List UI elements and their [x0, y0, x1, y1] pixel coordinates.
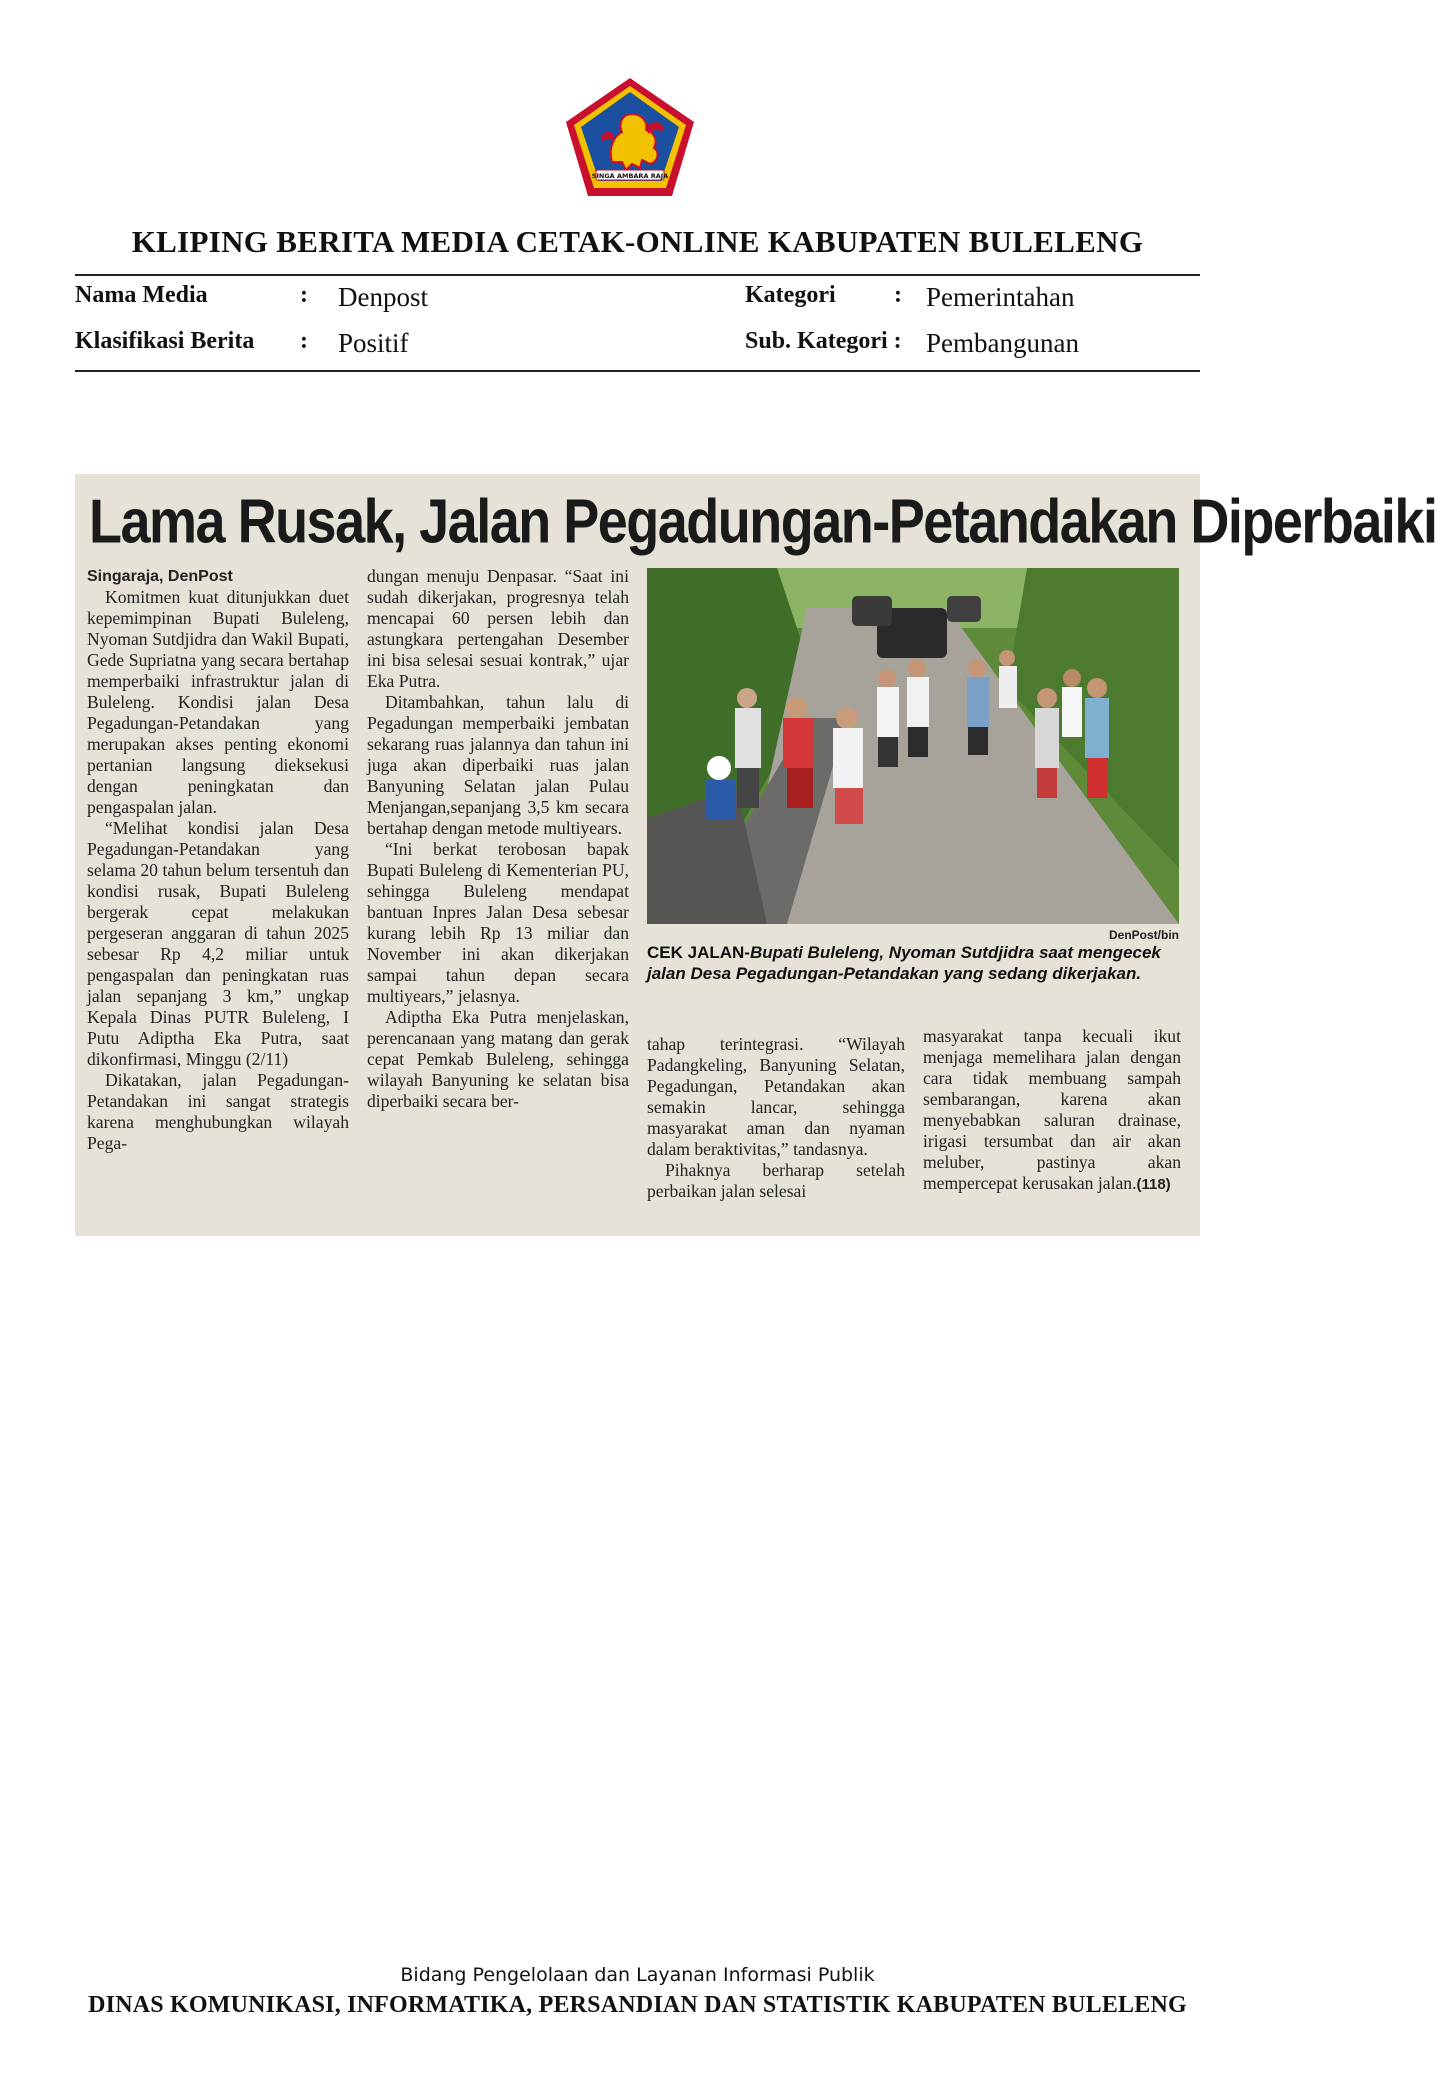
article-paragraph: tahap terintegrasi. “Wilayah Padangkeling, Banyuning Selatan, Pegadungan, Petandakan akan semakin lancar, sehingga masyarakat aman dan nyaman dalam beraktivitas,” tandasnya. [647, 1034, 905, 1159]
newspaper-clipping [75, 474, 1436, 1236]
article-column-1 [87, 566, 349, 1154]
article-photo [647, 568, 1179, 924]
nama-media-colon: : [300, 282, 308, 308]
subkategori-label: Sub. Kategori : [745, 328, 902, 354]
nama-media-value: Denpost [338, 282, 428, 312]
footer-division: Bidang Pengelolaan dan Layanan Informasi Publik [400, 1964, 875, 1986]
kategori-label: Kategori [745, 282, 836, 308]
article-headline: Lama Rusak, Jalan Pegadungan-Petandakan Diperbaiki [89, 487, 1436, 557]
footer-agency: DINAS KOMUNIKASI, INFORMATIKA, PERSANDIAN DAN STATISTIK KABUPATEN BULELENG [88, 1992, 1187, 2018]
caption-text: Bupati Buleleng, Nyoman Sutdjidra saat mengecek jalan Desa Pegadungan-Petandakan yang sedang dikerjakan. [647, 943, 1161, 983]
article-paragraph: Pihaknya berharap setelah perbaikan jalan selesai [647, 1160, 905, 1201]
reporter-tag: (118) [1136, 1176, 1171, 1193]
page-title: KLIPING BERITA MEDIA CETAK-ONLINE KABUPATEN BULELENG [131, 224, 1144, 259]
article-paragraph-text: masyarakat tanpa kecuali ikut menjaga memelihara jalan dengan cara tidak membuang sampah sembarangan, karena akan menyebabkan saluran drainase, irigasi tersumbat dan air akan meluber, pastinya akan mempercepat kerusakan jalan. [923, 1026, 1181, 1193]
nama-media-label: Nama Media [75, 282, 208, 308]
photo-caption [647, 942, 1181, 984]
header-bottom-divider [75, 370, 1200, 372]
klasifikasi-label: Klasifikasi Berita [75, 328, 255, 354]
article-paragraph: Komitmen kuat ditunjukkan duet kepemimpinan Bupati Buleleng, Nyoman Sutdjidra dan Wakil Bupati, Gede Supriatna yang secara bertahap memperbaiki infrastruktur jalan di Buleleng. Kondisi jalan Desa Pegadungan-Petandakan yang merupakan akses penting ekonomi pertanian langsung dieksekusi dengan peningkatan dan pengaspalan jalan. [87, 587, 349, 817]
klasifikasi-colon: : [300, 328, 308, 354]
article-paragraph: Adiptha Eka Putra menjelaskan, perencanaan yang matang dan gerak cepat Pemkab Buleleng, sehingga wilayah Banyuning ke selatan bisa diperbaiki secara ber- [367, 1007, 629, 1111]
article-column-4 [923, 1026, 1181, 1195]
article-paragraph: “Ini berkat terobosan bapak Bupati Buleleng di Kementerian PU, sehingga Buleleng mendapat bantuan Inpres Jalan Desa sebesar kurang lebih Rp 13 miliar dan November ini akan dikerjakan sampai tahun depan secara multiyears,” jelasnya. [367, 839, 629, 1006]
article-paragraph-final [923, 1026, 1181, 1195]
photo-credit: DenPost/bin [1108, 928, 1179, 942]
emblem-motto: SINGA AMBARA RAJA [591, 172, 669, 180]
kategori-value: Pemerintahan [926, 282, 1075, 312]
article-dateline: Singaraja, DenPost [87, 568, 233, 585]
header-top-divider [75, 274, 1200, 276]
kategori-colon: : [894, 282, 902, 308]
article-column-2 [367, 566, 629, 1112]
article-paragraph: dungan menuju Denpasar. “Saat ini sudah dikerjakan, progresnya telah mencapai 60 persen lebih dan astungkara pertengahan Desember ini bisa selesai sesuai kontrak,” ujar Eka Putra. [367, 566, 629, 691]
regency-emblem-logo [562, 74, 698, 200]
article-paragraph: “Melihat kondisi jalan Desa Pegadungan-Petandakan yang selama 20 tahun belum tersentuh dan kondisi rusak, Bupati Buleleng bergerak cepat melakukan pergeseran anggaran di tahun 2025 sebesar Rp 4,2 miliar untuk pengaspalan dan peningkatan ruas jalan sepanjang 3 km,” ungkap Kepala Dinas PUTR Buleleng, I Putu Adiptha Eka Putra, saat dikonfirmasi, Minggu (2/11) [87, 818, 349, 1069]
subkategori-value: Pembangunan [926, 328, 1079, 358]
article-paragraph: Dikatakan, jalan Pegadungan-Petandakan ini sangat strategis karena menghubungkan wilayah Pega- [87, 1070, 349, 1153]
article-column-3 [647, 1034, 905, 1202]
caption-label: CEK JALAN- [647, 943, 750, 962]
article-paragraph: Ditambahkan, tahun lalu di Pegadungan memperbaiki jembatan sekarang ruas jalannya dan tahun ini juga akan diperbaiki ruas jalan Banyuning Selatan jalan Pulau Menjangan,sepanjang 3,5 km secara bertahap dengan metode multiyears. [367, 692, 629, 838]
klasifikasi-value: Positif [338, 328, 409, 358]
